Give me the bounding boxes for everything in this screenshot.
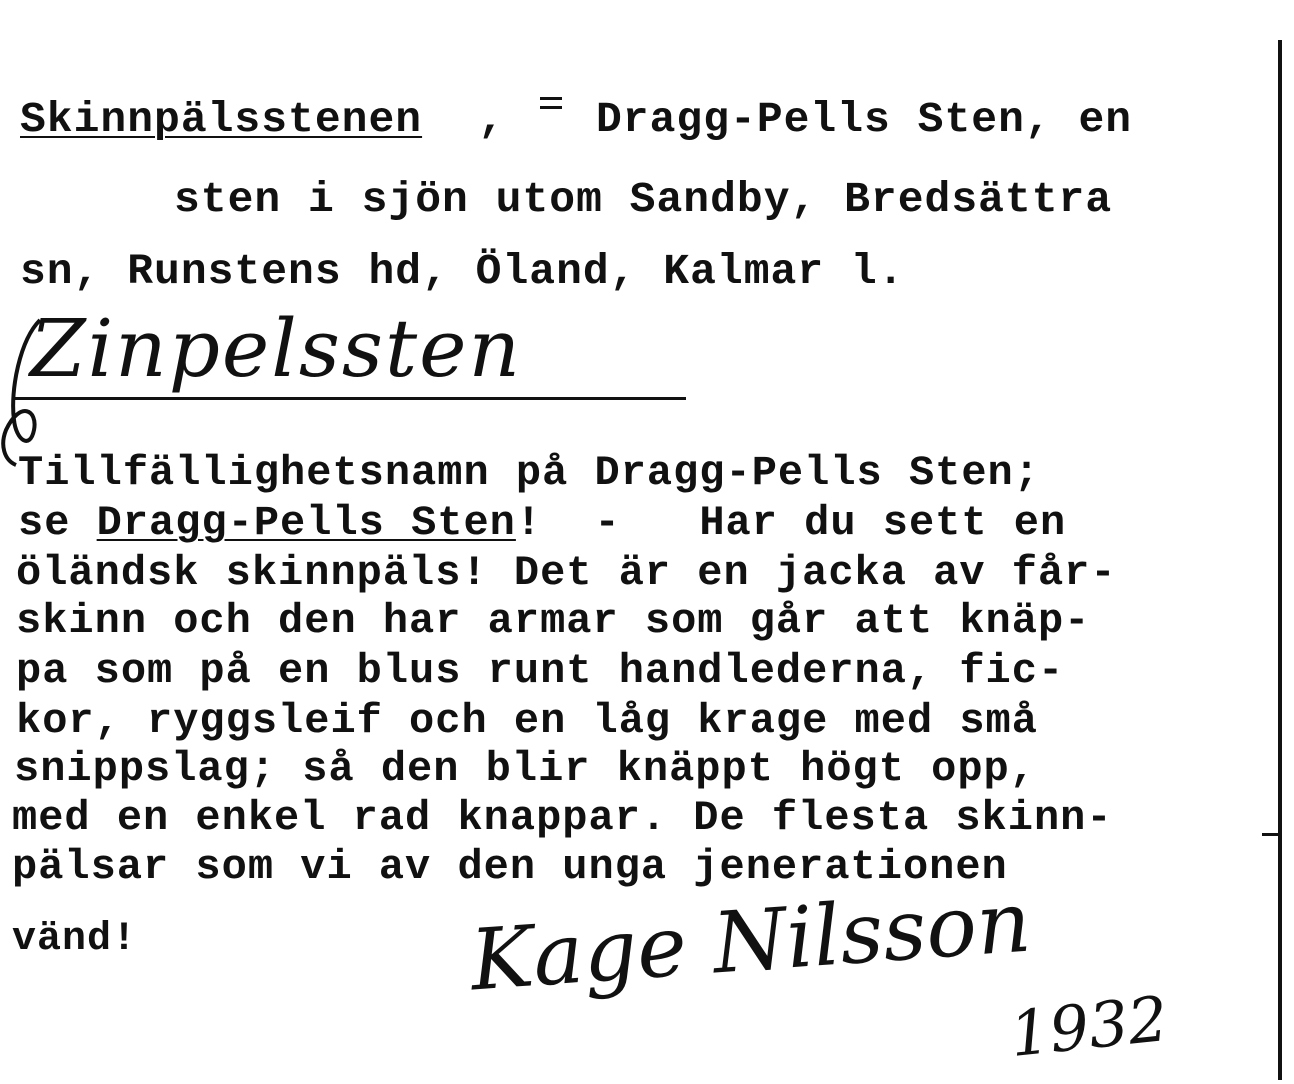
card-edge-tick [1262, 833, 1282, 836]
body-line-9: pälsar som vi av den unga jenerationen [12, 843, 1008, 891]
signature-name: Kage Nilsson [467, 872, 1034, 1010]
card-edge-line [1278, 40, 1282, 1080]
equals-mark [540, 97, 562, 115]
body-line-1: Tillfällighetsnamn på Dragg-Pells Sten; [18, 449, 1040, 497]
body-line-2 [18, 499, 1067, 547]
header-line3: sn, Runstens hd, Öland, Kalmar l. [20, 247, 905, 296]
body-line-4: skinn och den har armar som går att knäp- [16, 597, 1091, 645]
header-line2: sten i sjön utom Sandby, Bredsättra [174, 175, 1113, 224]
handwritten-title: Zinpelssten [30, 302, 522, 395]
body-line-3: öländsk skinnpäls! Det är en jacka av får- [16, 549, 1117, 597]
headword-comma: , [478, 95, 506, 145]
headword: Skinnpälsstenen [20, 95, 423, 144]
body-line-10: vänd! [12, 917, 138, 962]
body-line-2-suffix: ! - Har du sett en [515, 499, 1067, 547]
handwritten-title-underline [14, 397, 686, 400]
signature-year: 1932 [1006, 981, 1172, 1072]
body-line-2-prefix: se [18, 499, 97, 547]
body-line-7: snippslag; så den blir knäppt högt opp, [14, 745, 1036, 793]
body-line-8: med en enkel rad knappar. De flesta skinn- [12, 794, 1113, 842]
cross-reference-link: Dragg-Pells Sten [96, 499, 516, 547]
body-line-5: pa som på en blus runt handlederna, fic- [16, 647, 1065, 695]
header-line1-rest: Dragg-Pells Sten, en [596, 95, 1133, 144]
body-line-6: kor, ryggsleif och en låg krage med små [16, 697, 1038, 745]
